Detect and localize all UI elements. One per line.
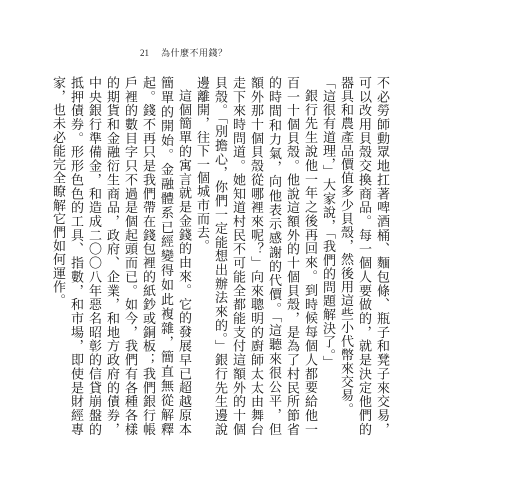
chapter-title: 為什麼不用錢？ <box>161 49 228 59</box>
body-text <box>50 76 390 436</box>
paragraph-villagers-reply: 「這很有道理，」大家說，「我們的問題解決了。」 <box>320 76 335 370</box>
paragraph-banker-interest: 銀行先生說他一年之後再回來。到時候每個人都要給他一百一十個貝殼。他說這額外的十個貝殼，是為了村民所節省的時間和力氣，向他表示感謝的代價。「這聽來很公平，但額外那十個貝殼從哪裡來呢？」向來聰明的廚師太太由舞台走下來時問道。她知道村民不可能全都能支付這額外的十個貝殼。「別擔心，你們一定能想出辦法來的。」銀行先生邊說邊離開，往下一個城市而去。 <box>194 76 317 436</box>
page-number: 21 <box>140 48 149 58</box>
paragraph-money-origin: 這個簡單的寓言就是金錢的由來。它的發展早已超越原本簡單的開始。金融體系已經變得如此複雜，簡直無從解釋起。錢不再只是我們帶在錢包裡的紙鈔或銅板；我們銀行帳戶裡的數目字只不過是個起頭而已。如今，我們有各種各樣的期貨和金融衍生商品，政府、企業，和地方政府的債券，中央銀行準備金，和造成二〇〇八年惡名昭彰的信貸崩盤的抵押債券。形形色色的工具、指數，和市場，即使是財經專家，也未必能完全瞭解它們如何運作。 <box>50 76 191 436</box>
paragraph-shell-trade: 不必勞師動眾地扛著啤酒桶、麵包條、瓶子和凳子來交易，可以改用貝殼交換商品。每一個人要做的，就是決定他們的器具和農產品價值多少貝殼，然後用這些小代幣來交易。 <box>338 76 389 436</box>
running-header <box>140 46 228 59</box>
